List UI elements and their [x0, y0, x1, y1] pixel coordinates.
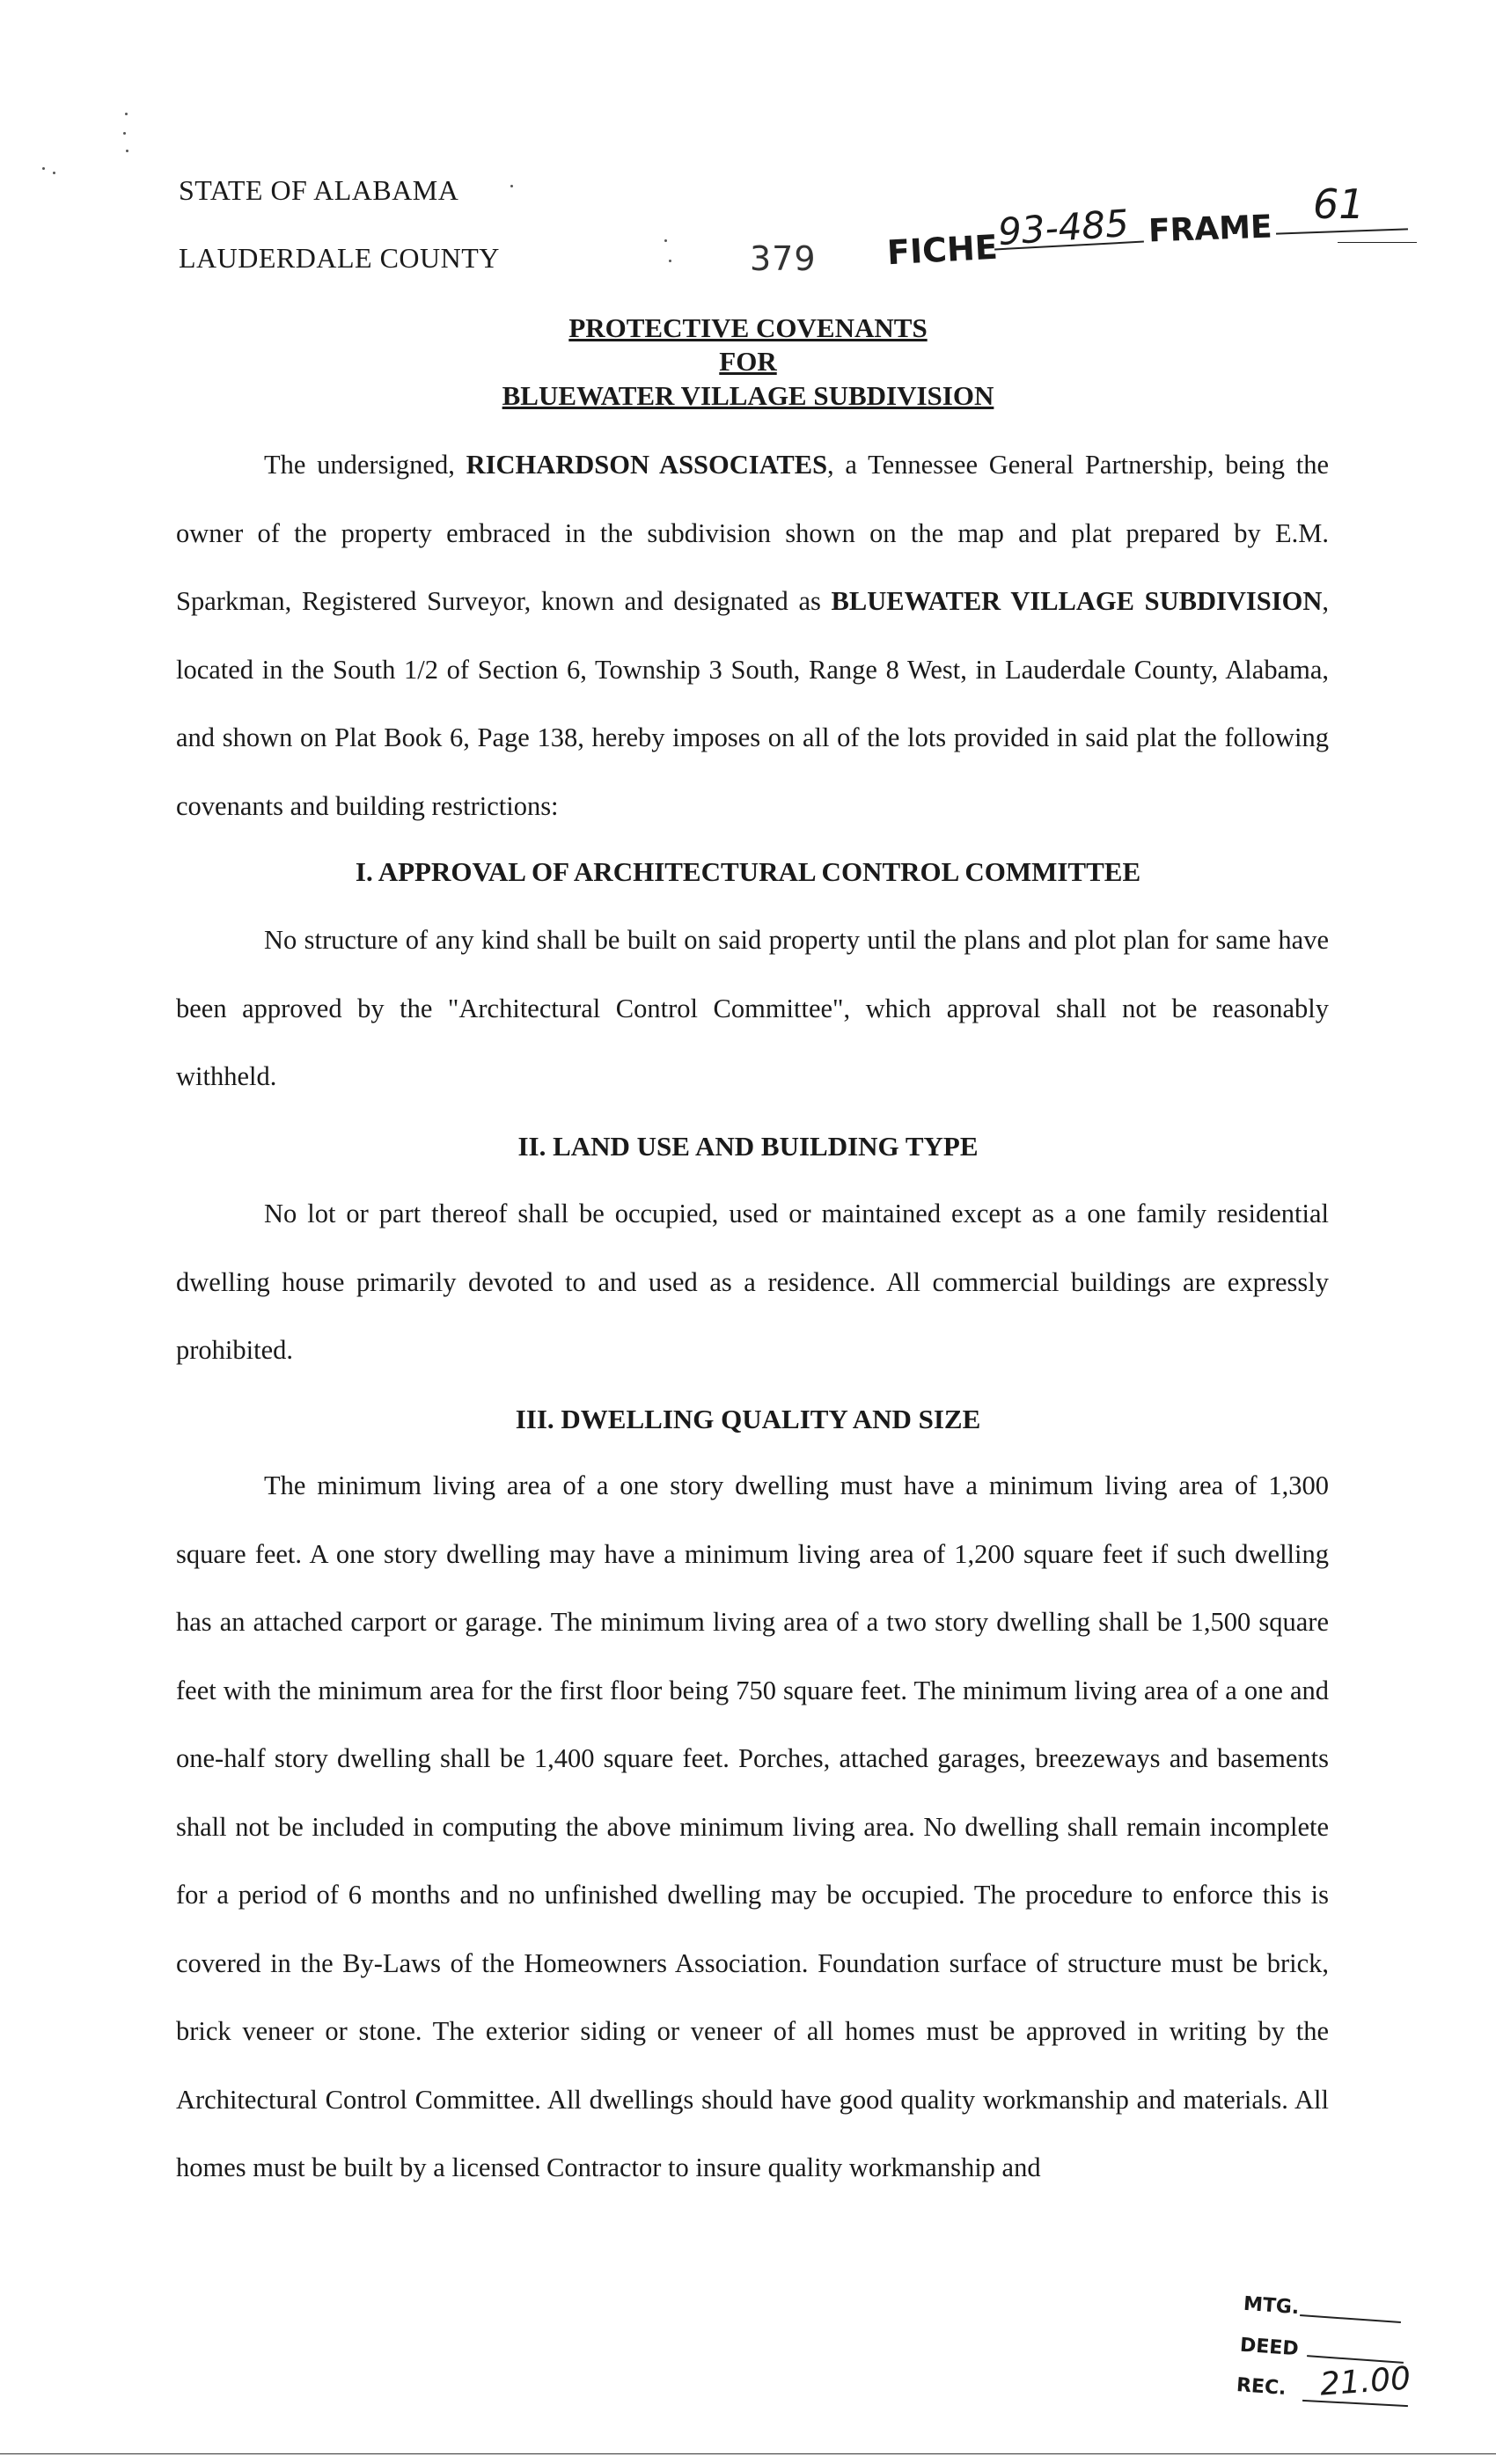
recording-stamp	[1236, 2288, 1430, 2429]
scan-speck	[125, 113, 128, 115]
intro-paragraph	[176, 431, 1329, 840]
section-2-heading: II. LAND USE AND BUILDING TYPE	[517, 1131, 979, 1162]
scan-speck	[42, 167, 45, 170]
rec-label: REC.	[1236, 2374, 1287, 2400]
subdivision-name: BLUEWATER VILLAGE SUBDIVISION	[831, 586, 1323, 616]
frame-underline	[1276, 228, 1408, 234]
owner-name: RICHARDSON ASSOCIATES	[466, 450, 828, 480]
frame-underline-2	[1338, 242, 1417, 243]
scan-speck	[510, 185, 513, 187]
title-line-3: BLUEWATER VILLAGE SUBDIVISION	[502, 380, 994, 411]
scan-speck	[53, 172, 55, 174]
deed-label: DEED	[1239, 2334, 1300, 2361]
intro-text-1: The undersigned,	[264, 450, 466, 480]
mtg-label: MTG.	[1243, 2292, 1301, 2320]
rec-value: 21.00	[1318, 2360, 1412, 2403]
intro-text-2: , a Tennessee General Partnership, being the owner of the property embraced in the subdivision shown on the map and plat prepared by E.M. Sparkman, Registered Surveyor, known and designated as	[176, 450, 1329, 616]
scan-speck	[123, 132, 126, 135]
section-1-heading: I. APPROVAL OF ARCHITECTURAL CONTROL COMMITTEE	[355, 856, 1141, 887]
book-number: 379	[750, 239, 817, 278]
scan-speck	[126, 150, 128, 152]
state-line: STATE OF ALABAMA	[179, 174, 459, 206]
fiche-value: 93-485	[996, 201, 1131, 254]
intro-text-3: , located in the South 1/2 of Section 6, Township 3 South, Range 8 West, in Lauderdale County, Alabama, and shown on Plat Book 6, Page 138, hereby imposes on all of the lots provided in said plat the following covenants and building restrictions:	[176, 586, 1329, 821]
section-3-heading: III. DWELLING QUALITY AND SIZE	[515, 1404, 981, 1434]
page-bottom-rule	[0, 2453, 1496, 2454]
scan-speck	[669, 260, 671, 262]
section-1-body: No structure of any kind shall be built on said property until the plans and plot plan for same have been approved by the "Architectural Control Committee", which approval shall not be reasonably withheld.	[176, 925, 1329, 1091]
mtg-line	[1300, 2314, 1401, 2323]
scan-speck	[664, 239, 667, 242]
fiche-label: FICHE	[885, 227, 999, 273]
county-line: LAUDERDALE COUNTY	[179, 242, 500, 274]
title-line-2: FOR	[719, 346, 777, 377]
section-2-body: No lot or part thereof shall be occupied, used or maintained except as a one family residential dwelling house primarily devoted to and used as a residence. All commercial buildings are expressly prohibited.	[176, 1199, 1329, 1365]
section-3-body: The minimum living area of a one story dwelling must have a minimum living area of 1,300 square feet. A one story dwelling may have a minimum living area of 1,200 square feet if such dwelling has an attached carport or garage. The minimum living area of a two story dwelling shall be 1,500 square feet with the minimum area for the first floor being 750 square feet. The minimum living area of a one and one-half story dwelling shall be 1,400 square feet. Porches, attached garages, breezeways and basements shall not be included in computing the above minimum living area. No dwelling shall remain incomplete for a period of 6 months and no unfinished dwelling may be occupied. The procedure to enforce this is covered in the By-Laws of the Homeowners Association. Foundation surface of structure must be brick, brick veneer or stone. The exterior siding or veneer of all homes must be approved in writing by the Architectural Control Committee. All dwellings should have good quality workmanship and materials. All homes must be built by a licensed Contractor to insure quality workmanship and	[176, 1470, 1329, 2182]
title-line-1: PROTECTIVE COVENANTS	[568, 312, 928, 343]
frame-value: 61	[1313, 180, 1365, 228]
rec-line	[1302, 2400, 1408, 2407]
frame-label: FRAME	[1148, 209, 1273, 250]
